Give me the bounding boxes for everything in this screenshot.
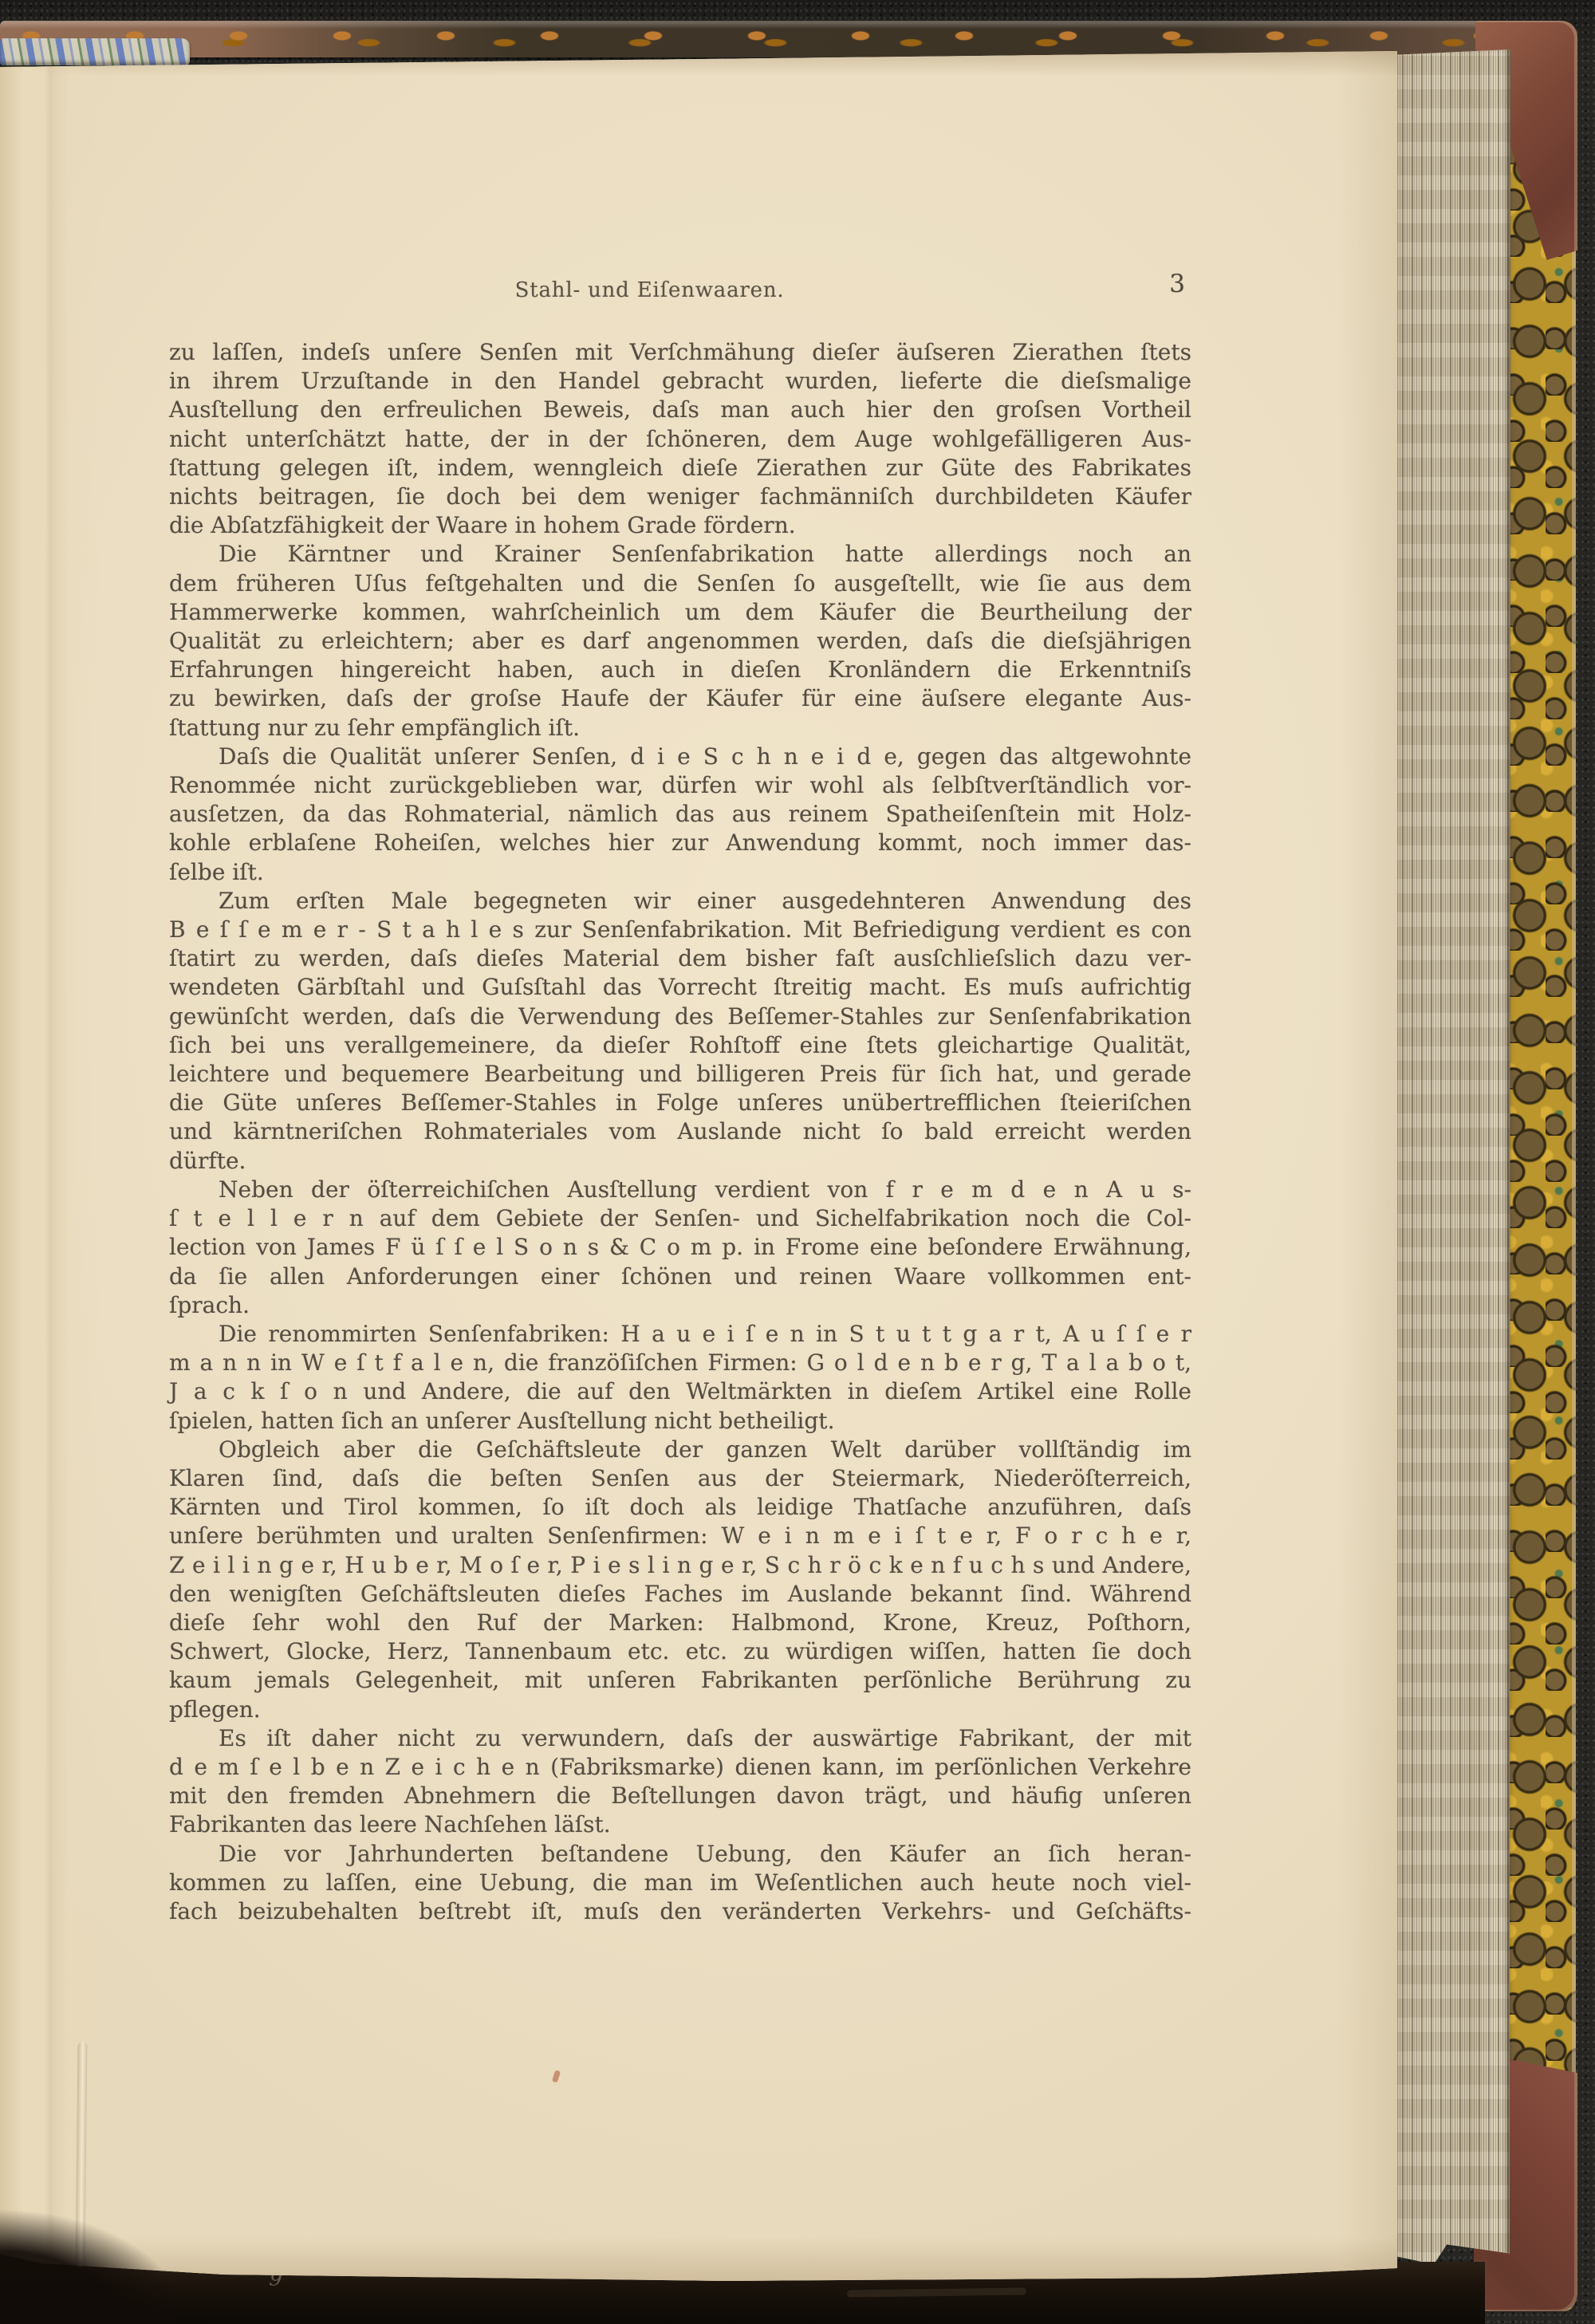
running-header — [169, 270, 1191, 306]
text-line: B e ſ ſ e m e r - S t a h l e s zur Senſenfabrikation. Mit Befriedigung verdient es con — [169, 916, 1191, 943]
paragraph — [169, 540, 1191, 742]
text-line: ſpielen, hatten ſich an unſerer Ausſtellung nicht betheiligt. — [169, 1407, 835, 1434]
text-line: Daſs die Qualität unſerer Senſen, d i e S c h n e i d e, gegen das altgewohnte — [219, 742, 1191, 770]
text-line: den wenigſten Geſchäftsleuten dieſes Faches im Auslande bekannt ſind. Während — [169, 1580, 1191, 1607]
text-line: Klaren ſind, daſs die beſten Senſen aus der Steiermark, Niederöſterreich, — [169, 1464, 1191, 1491]
handwritten-mark: 9 — [268, 2267, 284, 2291]
paragraph — [169, 1436, 1191, 1724]
text-line: leichtere und bequemere Bearbeitung und billigeren Preis für ſich hat, und gerade — [169, 1061, 1191, 1088]
book-cover-top-edge — [0, 21, 1522, 57]
paragraph — [169, 1840, 1191, 1927]
page-title: Stahl- und Eiſenwaaren. — [514, 278, 785, 302]
text-line: die Abſatzfähigkeit der Waare in hohem Grade fördern. — [169, 512, 796, 539]
text-line: Hammerwerke kommen, wahrſcheinlich um dem Käufer die Beurtheilung der — [169, 598, 1191, 625]
text-line: d e m ſ e l b e n Z e i c h e n (Fabriksmarke) dienen kann, im perſönlichen Verkehre — [169, 1753, 1191, 1780]
text-line: Renommée nicht zurückgeblieben war, dürfen wir wohl als ſelbſtverſtändlich vor- — [169, 772, 1191, 799]
text-line: nichts beitragen, ſie doch bei dem weniger fachmänniſch durchbildeten Käufer — [169, 483, 1191, 510]
text-line: Kärnten und Tirol kommen, ſo iſt doch als leidige Thatſache anzuführen, daſs — [169, 1494, 1191, 1521]
text-line: mit den fremden Abnehmern die Beſtellungen davon trägt, und häufig unſeren — [169, 1782, 1191, 1810]
text-line: Es iſt daher nicht zu verwundern, daſs der auswärtige Fabrikant, der mit — [219, 1724, 1191, 1751]
spine-headband — [0, 38, 190, 65]
page-number: 3 — [1169, 270, 1185, 298]
text-line: ausſetzen, da das Rohmaterial, nämlich das aus reinem Spatheiſenſtein mit Holz- — [169, 801, 1191, 828]
text-line: lection von James F ü ſ ſ e l S o n s & C o m p. in Frome eine beſondere Erwähnung, — [169, 1234, 1191, 1261]
text-line: J a c k ſ o n und Andere, die auf den Weltmärkten in dieſem Artikel eine Rolle — [169, 1378, 1191, 1405]
text-line: ſ t e l l e r n auf dem Gebiete der Senſen- und Sichelfabrikation noch die Col- — [169, 1205, 1191, 1232]
text-line: Ausſtellung den erfreulichen Beweis, daſs man auch hier den groſsen Vortheil — [169, 396, 1191, 423]
text-line: ſprach. — [169, 1291, 250, 1318]
paragraph — [169, 742, 1191, 887]
text-line: dieſe ſehr wohl den Ruf der Marken: Halbmond, Krone, Kreuz, Poſthorn, — [169, 1609, 1191, 1636]
text-line: m a n n in W e ſ t f a l e n, die franzöſiſchen Firmen: G o l d e n b e r g, T a l a b o t, — [169, 1349, 1191, 1377]
text-line: ſelbe iſt. — [169, 858, 264, 885]
text-line: Fabrikanten das leere Nachſehen läſst. — [169, 1811, 611, 1838]
text-line: nicht unterſchätzt hatte, der in der ſchöneren, dem Auge wohlgefälligeren Aus- — [169, 425, 1191, 452]
text-line: gewünſcht werden, daſs die Verwendung des Beſſemer-Stahles zur Senſenfabrikation — [169, 1002, 1191, 1030]
text-line: Neben der öſterreichiſchen Ausſtellung verdient von f r e m d e n A u s- — [219, 1176, 1191, 1203]
paragraph — [169, 887, 1191, 1176]
text-line: zu laſſen, indeſs unſere Senſen mit Verſchmähung dieſer äuſseren Zierathen ſtets — [169, 339, 1191, 365]
text-line: wendeten Gärbſtahl und Guſsſtahl das Vorrecht ſtreitig macht. Es muſs aufrichtig — [169, 974, 1191, 1001]
text-line: da ſie allen Anforderungen einer ſchönen und reinen Waare vollkommen ent- — [169, 1262, 1191, 1290]
paragraph — [169, 1176, 1191, 1320]
bottom-left-corner-shadow — [0, 2201, 199, 2324]
text-line: Z e i l i n g e r, H u b e r, M o ſ e r, P i e s l i n g e r, S c h r ö c k e n f u c h s und Andere, — [169, 1551, 1191, 1578]
text-line: Die Kärntner und Krainer Senſenfabrikation hatte allerdings noch an — [219, 541, 1191, 568]
text-line: Obgleich aber die Geſchäftsleute der ganzen Welt darüber vollſtändig im — [219, 1436, 1191, 1463]
text-line: unſere berühmten und uralten Senſenfirmen: W e i n m e i ſ t e r, F o r c h e r, — [169, 1522, 1191, 1550]
book-cover-marbled-edge — [1504, 26, 1576, 2311]
text-line: dem früheren Uſus feſtgehalten und die Senſen ſo ausgeſtellt, wie ſie aus dem — [169, 569, 1191, 597]
fore-edge-pages — [1392, 49, 1510, 2267]
text-line: kommen zu laſſen, eine Uebung, die man im Weſentlichen auch heute noch viel- — [169, 1869, 1191, 1896]
text-line: kohle erblaſene Roheiſen, welches hier zur Anwendung kommt, noch immer das- — [169, 829, 1191, 857]
text-line: ſich bei uns verallgemeinere, da dieſer Rohſtoff eine ſtets gleichartige Qualität, — [169, 1031, 1191, 1058]
text-line: ſtattung gelegen iſt, indem, wenngleich dieſe Zierathen zur Güte des Fabrikates — [169, 454, 1191, 481]
text-line: Die renommirten Senſenfabriken: H a u e i ſ e n in S t u t t g a r t, A u ſ ſ e r — [219, 1320, 1191, 1347]
paragraph — [169, 1320, 1191, 1436]
text-line: pflegen. — [169, 1696, 261, 1723]
text-line: ſtatirt zu werden, daſs dieſes Material dem bisher faſt ausſchlieſslich dazu ver- — [169, 945, 1191, 972]
text-line: ſtattung nur zu ſehr empfänglich iſt. — [169, 714, 581, 741]
text-line: Erfahrungen hingereicht haben, auch in dieſen Kronländern die Erkenntniſs — [169, 656, 1191, 683]
text-line: und kärntneriſchen Rohmateriales vom Auslande nicht ſo bald erreicht werden — [169, 1118, 1191, 1145]
paragraph — [169, 1724, 1191, 1840]
text-line: in ihrem Urzuſtande in den Handel gebracht wurden, lieferte die dieſsmalige — [169, 368, 1191, 395]
paragraph — [169, 338, 1191, 540]
text-line: Qualität zu erleichtern; aber es darf angenommen werden, daſs die dieſsjährigen — [169, 628, 1191, 655]
text-line: fach beizubehalten beſtrebt iſt, muſs den veränderten Verkehrs- und Geſchäfts- — [169, 1897, 1191, 1924]
page-text-block — [169, 270, 1191, 1926]
text-line: Die vor Jahrhunderten beſtandene Uebung, den Käufer an ſich heran- — [219, 1840, 1191, 1867]
text-line: die Güte unſeres Beſſemer-Stahles in Folge unſeres unübertrefflichen ſteieriſchen — [169, 1089, 1191, 1117]
text-line: kaum jemals Gelegenheit, mit unſeren Fabrikanten perſönliche Berührung zu — [169, 1667, 1191, 1694]
text-line: dürfte. — [169, 1147, 246, 1174]
text-line: Zum erſten Male begegneten wir einer ausgedehnteren Anwendung des — [219, 887, 1191, 914]
body-text — [169, 338, 1191, 1926]
text-line: Schwert, Glocke, Herz, Tannenbaum etc. etc. zu würdigen wiſſen, hatten ſie doch — [169, 1638, 1191, 1665]
text-line: zu bewirken, daſs der groſse Haufe der Käufer für eine äuſsere elegante Aus- — [169, 685, 1191, 712]
